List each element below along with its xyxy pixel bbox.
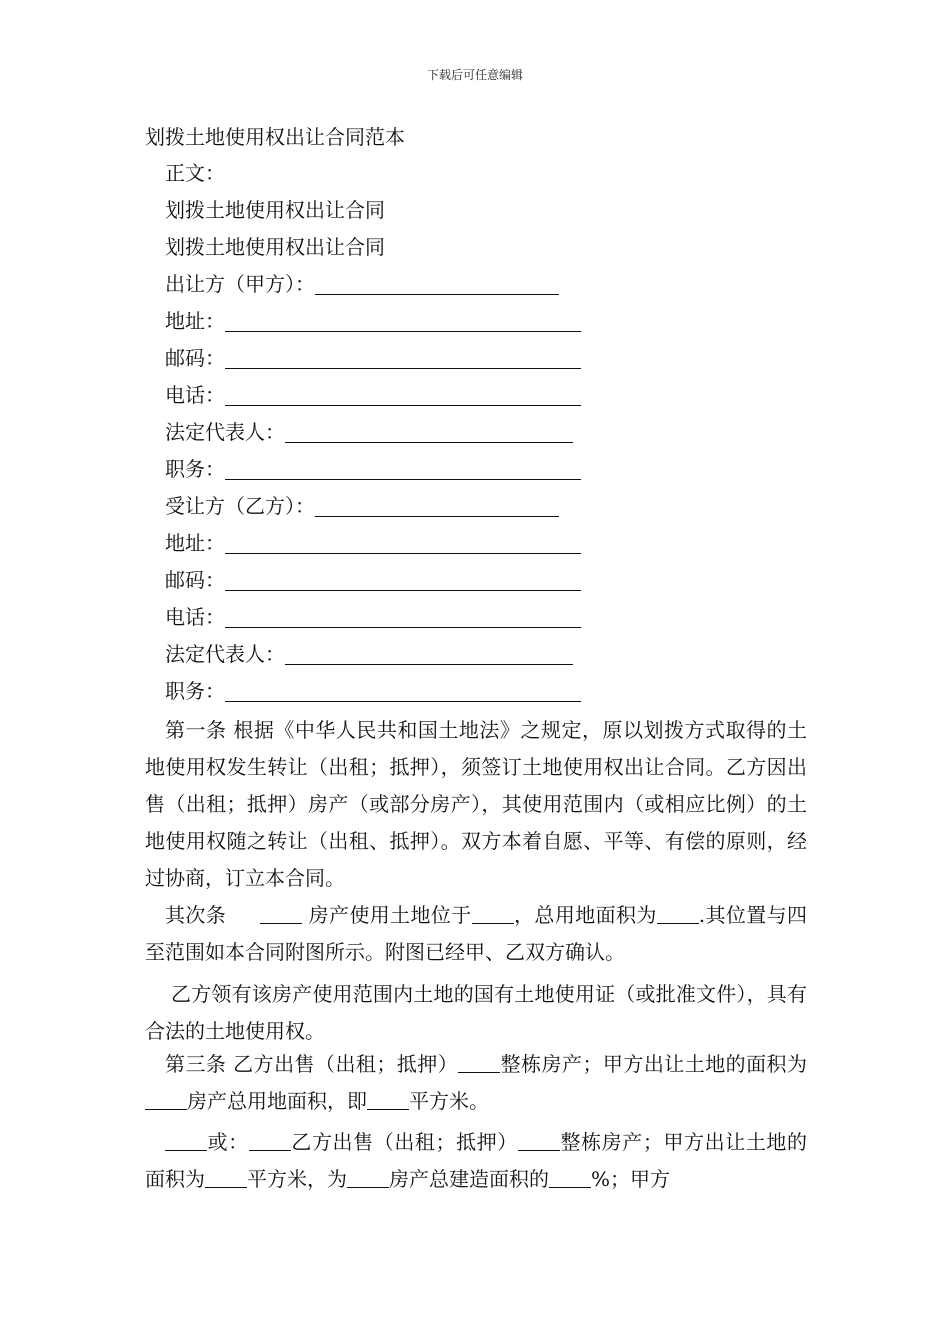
contract-subtitle-1: 划拨土地使用权出让合同 [165,198,385,222]
article-2-text-4: .其位置与四至范围如本合同附图所示。附图已经甲、乙双方确认。 [145,903,808,964]
article-2-blank-2[interactable] [472,905,514,924]
party-a-address-field [165,307,581,335]
party-b-position-label: 职务： [165,679,225,703]
party-b-phone-blank[interactable] [225,607,581,628]
body-label: 正文： [165,161,225,185]
article-3-alt-blank-1[interactable] [165,1132,207,1151]
party-a-postcode-label: 邮码： [165,346,225,370]
article-3-blank-2[interactable] [145,1091,187,1110]
article-3-alt-text-6: %；甲方 [591,1167,671,1191]
article-3-blank-3[interactable] [367,1091,409,1110]
article-3-alt-blank-3[interactable] [518,1132,560,1151]
article-3-alt-blank-2[interactable] [249,1132,291,1151]
party-b-postcode-field [165,566,581,594]
party-b-phone-field [165,603,581,631]
party-b-postcode-blank[interactable] [225,570,581,591]
article-3-alt-text-5: 房产总建造面积的 [389,1167,549,1191]
article-3-text-3: 房产总用地面积，即 [187,1089,367,1113]
party-b-legal-rep-blank[interactable] [285,644,573,665]
party-a-postcode-field [165,344,581,372]
party-a-phone-blank[interactable] [225,385,581,406]
party-b-legal-rep-field [165,640,573,668]
article-3-paragraph [145,1046,807,1120]
article-3-alt-blank-5[interactable] [347,1169,389,1188]
party-b-address-label: 地址： [165,531,225,555]
party-a-position-label: 职务： [165,457,225,481]
party-b-position-field [165,677,581,705]
party-a-position-blank[interactable] [225,459,581,480]
party-a-legal-rep-label: 法定代表人： [165,420,285,444]
article-3-alt-text-4: 平方米，为 [247,1167,347,1191]
contract-subtitle-2: 划拨土地使用权出让合同 [165,235,385,259]
article-3-alt-text-1: 或： [207,1130,249,1154]
party-b-postcode-label: 邮码： [165,568,225,592]
article-3-text-1: 第三条 乙方出售（出租；抵押） [165,1052,459,1076]
party-a-legal-rep-blank[interactable] [285,422,573,443]
article-2-blank-1[interactable] [260,905,302,924]
article-2-continuation: 乙方领有该房产使用范围内土地的国有土地使用证（或批准文件），具有合法的土地使用权。 [145,982,807,1043]
article-3-text-4: 平方米。 [409,1089,489,1113]
party-a-address-blank[interactable] [225,311,581,332]
article-3-blank-1[interactable] [458,1054,500,1073]
party-a-address-label: 地址： [165,309,225,333]
article-3-alt-text-2: 乙方出售（出租；抵押） [290,1130,518,1154]
article-2-paragraph [145,897,807,971]
article-2-text-3: ，总用地面积为 [513,903,657,927]
party-b-name-blank[interactable] [315,496,559,517]
party-a-postcode-blank[interactable] [225,348,581,369]
article-2-blank-3[interactable] [657,905,699,924]
party-b-legal-rep-label: 法定代表人： [165,642,285,666]
article-2-text-1: 其次条 [165,903,227,927]
party-a-phone-label: 电话： [165,383,225,407]
party-b-heading-label: 受让方（乙方）： [165,494,315,518]
page-header-note: 下载后可任意编辑 [426,68,523,82]
article-3-alt-blank-6[interactable] [549,1169,591,1188]
article-1-paragraph: 第一条 根据《中华人民共和国土地法》之规定，原以划拨方式取得的土地使用权发生转让（出租；抵押），须签订土地使用权出让合同。乙方因出售（出租；抵押）房产（或部分房产），其使用范围内（或相应比例）的土地使用权随之转让（出租、抵押）。双方本着自愿、平等、有偿的原则，经过协商，订立本合同。 [145,718,807,890]
party-b-address-field [165,529,581,557]
party-a-name-blank[interactable] [315,274,559,295]
article-3-text-2: 整栋房产；甲方出让土地的面积为 [500,1052,808,1076]
article-3-alt-text-3: 整栋房产；甲方出让土地的面积为 [145,1130,808,1191]
party-a-heading-label: 出让方（甲方）： [165,272,315,296]
party-a-position-field [165,455,581,483]
article-3-alt-blank-4[interactable] [205,1169,247,1188]
party-b-position-blank[interactable] [225,681,581,702]
party-a-phone-field [165,381,581,409]
party-b-heading-field [165,492,559,520]
article-2-text-2: 房产使用土地位于 [308,903,472,927]
party-b-phone-label: 电话： [165,605,225,629]
party-a-legal-rep-field [165,418,573,446]
article-3-alternative [145,1124,807,1198]
party-b-address-blank[interactable] [225,533,581,554]
party-a-heading-field [165,270,559,298]
document-title: 划拨土地使用权出让合同范本 [145,125,405,149]
